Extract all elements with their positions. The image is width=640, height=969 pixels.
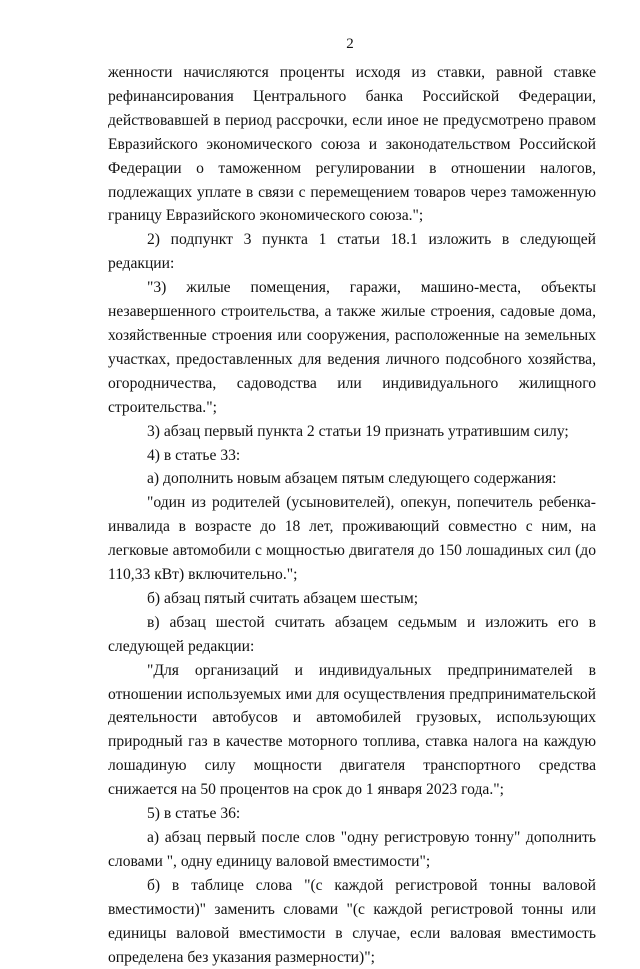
paragraph-quote-4a: "один из родителей (усыновителей), опекун, попечитель ребенка-инвалида в возрасте до 18 лет, проживающий совместно с ним, на легковые автомобили с мощностью двигателя до 150 лошадиных сил (до 110,33 кВт) включительно."; (108, 494, 596, 584)
paragraph-quote-4v: "Для организаций и индивидуальных предпринимателей в отношении используемых ими для осуществления предпринимательской деятельности автобусов и автомобилей грузовых, использующих природный газ в качестве моторного топлива, ставка налога на каждую лошадиную силу мощности двигателя транспортного средства снижается на 50 процентов на срок до 1 января 2023 года."; (108, 661, 596, 799)
paragraph-quote-3: "3) жилые помещения, гаражи, машино-места, объекты незавершенного строительства, а также жилые строения, садовые дома, хозяйственные строения или сооружения, расположенные на земельных участках, предоставленных для ведения личного подсобного хозяйства, огородничества, садоводства или индивидуального жилищного строительства."; (108, 279, 596, 416)
page-number: 2 (346, 36, 354, 52)
paragraph-item-5b: б) в таблице слова "(с каждой регистровой тонны валовой вместимости)" заменить словами "(с каждой регистровой тонны или единицы валовой вместимости в случае, если валовая вместимость определена без указания размерности)"; (108, 876, 596, 966)
paragraph-item-5a: а) абзац первый после слов "одну регистровую тонну" дополнить словами ", одну единицу валовой вместимости"; (108, 829, 596, 870)
paragraph-item-3: 3) абзац первый пункта 2 статьи 19 признать утратившим силу; (147, 422, 569, 440)
paragraph-item-4: 4) в статье 33: (147, 446, 241, 464)
paragraph-continuation: женности начисляются проценты исходя из ставки, равной ставке рефинансирования Центрального банка Российской Федерации, действовавшей в период рассрочки, если иное не предусмотрено правом Евразийского экономического союза и законодательством Российской Федерации о таможенном регулировании в отношении налогов, подлежащих уплате в связи с перемещением товаров через таможенную границу Евразийского экономического союза."; (108, 64, 596, 225)
paragraph-item-4b: б) абзац пятый считать абзацем шестым; (147, 589, 419, 607)
paragraph-item-5: 5) в статье 36: (147, 805, 241, 823)
paragraph-item-4v: в) абзац шестой считать абзацем седьмым и изложить его в следующей редакции: (108, 613, 596, 655)
document-body (108, 61, 596, 969)
paragraph-item-2: 2) подпункт 3 пункта 1 статьи 18.1 изложить в следующей редакции: (108, 231, 596, 273)
paragraph-item-4a: а) дополнить новым абзацем пятым следующего содержания: (147, 470, 557, 488)
